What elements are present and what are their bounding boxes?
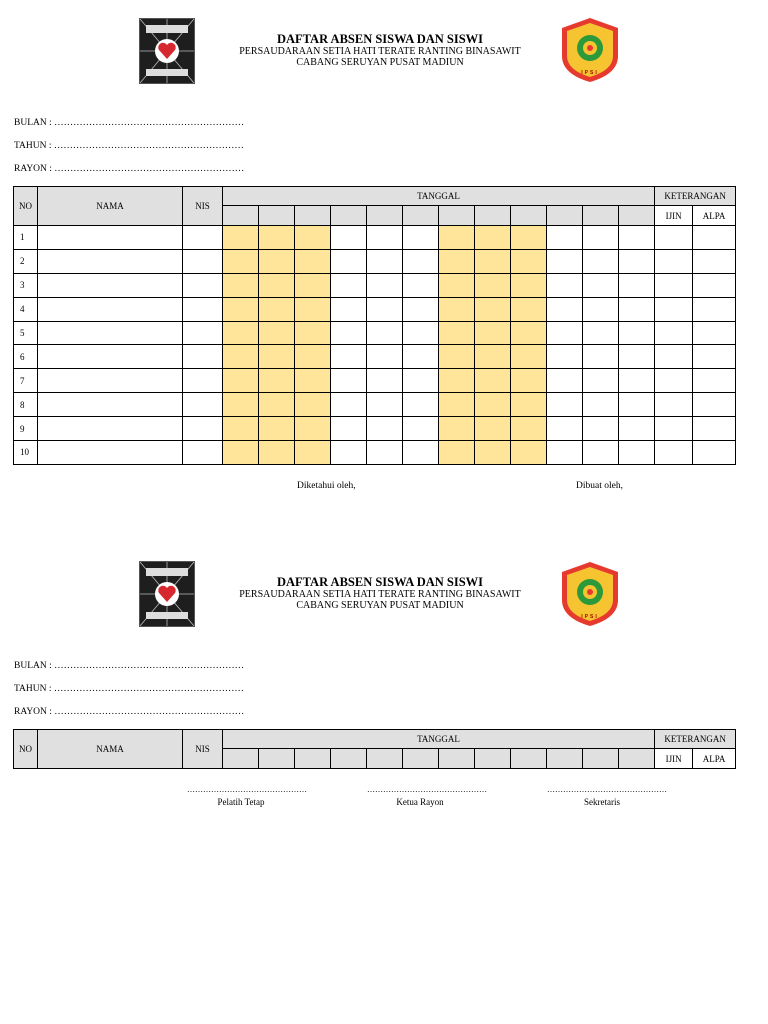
pelatih-label: Pelatih Tetap	[217, 797, 265, 807]
date-cell[interactable]	[511, 297, 547, 321]
date-cell[interactable]	[259, 417, 295, 441]
ipsi-logo-text: IPSI	[581, 70, 599, 76]
date-cell[interactable]	[439, 345, 475, 369]
ipsi-logo-text: IPSI	[581, 614, 599, 620]
date-cell[interactable]	[583, 321, 619, 345]
col-ijin-header: IJIN	[655, 749, 693, 769]
meta-fields	[14, 117, 244, 186]
date-cell[interactable]	[259, 226, 295, 250]
table-row	[14, 297, 736, 321]
ijin-cell[interactable]	[655, 417, 693, 441]
date-cell[interactable]	[475, 345, 511, 369]
date-cell[interactable]	[295, 441, 331, 465]
date-cell[interactable]	[547, 297, 583, 321]
date-cell[interactable]	[511, 417, 547, 441]
document-subtitle-2: CABANG SERUYAN PUSAT MADIUN	[296, 57, 464, 68]
row-number: 5	[14, 321, 38, 345]
date-cell[interactable]	[295, 273, 331, 297]
date-cell[interactable]	[583, 417, 619, 441]
date-cell[interactable]	[619, 273, 655, 297]
row-number: 7	[14, 369, 38, 393]
date-cell[interactable]	[583, 273, 619, 297]
date-cell[interactable]	[223, 249, 259, 273]
date-cell[interactable]	[367, 249, 403, 273]
date-cell[interactable]	[439, 321, 475, 345]
alpa-cell[interactable]	[693, 273, 736, 297]
date-cell[interactable]	[475, 417, 511, 441]
alpa-cell[interactable]	[693, 297, 736, 321]
diketahui-label: Diketahui oleh,	[297, 481, 356, 491]
alpa-cell[interactable]	[693, 369, 736, 393]
document-title: DAFTAR ABSEN SISWA DAN SISWI	[276, 575, 484, 589]
date-cell[interactable]	[259, 321, 295, 345]
date-cell[interactable]	[223, 417, 259, 441]
ijin-cell[interactable]	[655, 393, 693, 417]
date-cell[interactable]	[259, 441, 295, 465]
date-cell[interactable]	[547, 321, 583, 345]
date-cell[interactable]	[475, 441, 511, 465]
date-cell[interactable]	[475, 249, 511, 273]
date-cell[interactable]	[439, 417, 475, 441]
nama-cell[interactable]	[38, 393, 183, 417]
rayon-field[interactable]: RAYON : ……………………………………………………	[14, 164, 245, 174]
ketua-label: Ketua Rayon	[396, 797, 444, 807]
col-nama-header: NAMA	[38, 187, 183, 226]
date-cell[interactable]	[259, 345, 295, 369]
date-cell[interactable]	[583, 249, 619, 273]
date-cell[interactable]	[511, 369, 547, 393]
date-cell[interactable]	[295, 249, 331, 273]
date-cell[interactable]	[403, 417, 439, 441]
attendance-table	[13, 186, 736, 465]
alpa-cell[interactable]	[693, 249, 736, 273]
date-cell[interactable]	[223, 226, 259, 250]
row-number: 4	[14, 297, 38, 321]
date-cell[interactable]	[367, 297, 403, 321]
table-row	[14, 345, 736, 369]
date-cell[interactable]	[511, 249, 547, 273]
bulan-field[interactable]: BULAN : ……………………………………………………	[14, 118, 245, 128]
date-cell[interactable]	[475, 393, 511, 417]
date-cell[interactable]	[331, 249, 367, 273]
row-number: 10	[14, 441, 38, 465]
date-cell[interactable]	[619, 417, 655, 441]
date-cell[interactable]	[223, 345, 259, 369]
document-subtitle-1: PERSAUDARAAN SETIA HATI TERATE RANTING BINASAWIT	[239, 46, 521, 57]
bulan-field[interactable]: BULAN : ……………………………………………………	[14, 661, 245, 671]
date-cell[interactable]	[403, 369, 439, 393]
col-tanggal-header: TANGGAL	[223, 187, 655, 206]
row-number: 8	[14, 393, 38, 417]
date-cell[interactable]	[547, 393, 583, 417]
document-subtitle-2: CABANG SERUYAN PUSAT MADIUN	[296, 600, 464, 611]
date-cell[interactable]	[547, 226, 583, 250]
signature-line-sekretaris: ………………………………………	[547, 785, 667, 794]
nama-cell[interactable]	[38, 321, 183, 345]
date-cell[interactable]	[619, 249, 655, 273]
date-cell[interactable]	[439, 393, 475, 417]
document-title-block	[200, 575, 560, 611]
date-cell[interactable]	[619, 393, 655, 417]
date-cell[interactable]	[331, 345, 367, 369]
date-cell[interactable]	[403, 273, 439, 297]
ijin-cell[interactable]	[655, 297, 693, 321]
date-cell[interactable]	[475, 297, 511, 321]
tahun-field[interactable]: TAHUN : ……………………………………………………	[14, 141, 244, 151]
col-alpa-header: ALPA	[693, 206, 736, 226]
date-cell[interactable]	[223, 273, 259, 297]
ijin-cell[interactable]	[655, 441, 693, 465]
date-cell[interactable]	[511, 226, 547, 250]
date-cell[interactable]	[295, 417, 331, 441]
alpa-cell[interactable]	[693, 417, 736, 441]
date-cell[interactable]	[403, 321, 439, 345]
col-nis-header: NIS	[183, 187, 223, 226]
date-cell[interactable]	[367, 441, 403, 465]
tahun-field[interactable]: TAHUN : ……………………………………………………	[14, 684, 244, 694]
date-cell[interactable]	[583, 345, 619, 369]
date-cell[interactable]	[331, 226, 367, 250]
date-cell[interactable]	[367, 345, 403, 369]
attendance-rows	[14, 226, 736, 465]
ipsi-logo-icon	[556, 16, 624, 84]
rayon-field[interactable]: RAYON : ……………………………………………………	[14, 707, 245, 717]
meta-fields	[14, 660, 244, 729]
col-keterangan-header: KETERANGAN	[655, 730, 736, 749]
date-cell[interactable]	[259, 249, 295, 273]
dibuat-label: Dibuat oleh,	[576, 481, 623, 491]
date-cell[interactable]	[331, 273, 367, 297]
date-cell[interactable]	[619, 226, 655, 250]
signature-line-pelatih: ………………………………………	[187, 785, 307, 794]
date-cell[interactable]	[511, 441, 547, 465]
date-cell[interactable]	[331, 417, 367, 441]
table-row	[14, 321, 736, 345]
date-cell[interactable]	[511, 393, 547, 417]
ijin-cell[interactable]	[655, 321, 693, 345]
table-row	[14, 441, 736, 465]
date-cell[interactable]	[295, 345, 331, 369]
date-cell[interactable]	[583, 441, 619, 465]
date-cell[interactable]	[367, 273, 403, 297]
nama-cell[interactable]	[38, 226, 183, 250]
date-cell[interactable]	[367, 417, 403, 441]
alpa-cell[interactable]	[693, 321, 736, 345]
date-cell[interactable]	[583, 393, 619, 417]
document-title-block	[200, 32, 560, 68]
date-cell[interactable]	[583, 297, 619, 321]
col-no-header: NO	[14, 187, 38, 226]
date-cell[interactable]	[439, 297, 475, 321]
row-number: 6	[14, 345, 38, 369]
alpa-cell[interactable]	[693, 226, 736, 250]
date-cell[interactable]	[223, 369, 259, 393]
nama-cell[interactable]	[38, 369, 183, 393]
document-title: DAFTAR ABSEN SISWA DAN SISWI	[276, 32, 484, 46]
table-row	[14, 417, 736, 441]
col-tanggal-header: TANGGAL	[223, 730, 655, 749]
date-cell[interactable]	[475, 321, 511, 345]
table-row	[14, 226, 736, 250]
date-cell[interactable]	[295, 226, 331, 250]
date-cell[interactable]	[547, 417, 583, 441]
date-cell[interactable]	[439, 441, 475, 465]
date-cell[interactable]	[619, 321, 655, 345]
col-nis-header: NIS	[183, 730, 223, 769]
date-cell[interactable]	[583, 226, 619, 250]
date-cell[interactable]	[439, 273, 475, 297]
date-cell[interactable]	[331, 297, 367, 321]
date-cell[interactable]	[619, 369, 655, 393]
col-no-header: NO	[14, 730, 38, 769]
date-cell[interactable]	[403, 226, 439, 250]
date-cell[interactable]	[583, 369, 619, 393]
date-cell[interactable]	[547, 273, 583, 297]
date-cell[interactable]	[223, 393, 259, 417]
date-cell[interactable]	[295, 393, 331, 417]
nis-cell[interactable]	[183, 297, 223, 321]
date-cell[interactable]	[511, 273, 547, 297]
date-cell[interactable]	[511, 321, 547, 345]
table-row	[14, 273, 736, 297]
ijin-cell[interactable]	[655, 369, 693, 393]
row-number: 9	[14, 417, 38, 441]
alpa-cell[interactable]	[693, 393, 736, 417]
nis-cell[interactable]	[183, 345, 223, 369]
date-cell[interactable]	[403, 297, 439, 321]
nama-cell[interactable]	[38, 273, 183, 297]
date-cell[interactable]	[259, 369, 295, 393]
date-cell[interactable]	[475, 369, 511, 393]
nama-cell[interactable]	[38, 297, 183, 321]
date-cell[interactable]	[547, 441, 583, 465]
date-cell[interactable]	[259, 297, 295, 321]
date-cell[interactable]	[619, 345, 655, 369]
date-cell[interactable]	[547, 345, 583, 369]
col-keterangan-header: KETERANGAN	[655, 187, 736, 206]
date-cell[interactable]	[475, 226, 511, 250]
date-cell[interactable]	[403, 249, 439, 273]
date-cell[interactable]	[367, 226, 403, 250]
nis-cell[interactable]	[183, 417, 223, 441]
date-cell[interactable]	[223, 297, 259, 321]
date-cell[interactable]	[367, 321, 403, 345]
date-cell[interactable]	[331, 441, 367, 465]
date-cell[interactable]	[439, 249, 475, 273]
ijin-cell[interactable]	[655, 345, 693, 369]
date-cell[interactable]	[475, 273, 511, 297]
sekretaris-label: Sekretaris	[584, 797, 620, 807]
nis-cell[interactable]	[183, 441, 223, 465]
date-cell[interactable]	[295, 369, 331, 393]
date-cell[interactable]	[223, 321, 259, 345]
signature-line-ketua: ………………………………………	[367, 785, 487, 794]
alpa-cell[interactable]	[693, 441, 736, 465]
row-number: 1	[14, 226, 38, 250]
nis-cell[interactable]	[183, 273, 223, 297]
date-cell[interactable]	[259, 273, 295, 297]
nama-cell[interactable]	[38, 417, 183, 441]
shte-logo-icon	[139, 561, 195, 627]
date-cell[interactable]	[403, 345, 439, 369]
date-cell[interactable]	[295, 297, 331, 321]
table-row	[14, 369, 736, 393]
date-cell[interactable]	[331, 369, 367, 393]
table-row	[14, 249, 736, 273]
nama-cell[interactable]	[38, 441, 183, 465]
col-alpa-header: ALPA	[693, 749, 736, 769]
nis-cell[interactable]	[183, 393, 223, 417]
date-cell[interactable]	[367, 393, 403, 417]
nis-cell[interactable]	[183, 321, 223, 345]
date-cell[interactable]	[223, 441, 259, 465]
alpa-cell[interactable]	[693, 345, 736, 369]
nama-cell[interactable]	[38, 345, 183, 369]
attendance-table	[13, 729, 736, 769]
date-cell[interactable]	[403, 393, 439, 417]
table-row	[14, 393, 736, 417]
date-cell[interactable]	[439, 369, 475, 393]
date-cell[interactable]	[295, 321, 331, 345]
date-cell[interactable]	[403, 441, 439, 465]
date-cell[interactable]	[547, 249, 583, 273]
document-subtitle-1: PERSAUDARAAN SETIA HATI TERATE RANTING BINASAWIT	[239, 589, 521, 600]
ijin-cell[interactable]	[655, 249, 693, 273]
col-ijin-header: IJIN	[655, 206, 693, 226]
date-cell[interactable]	[439, 226, 475, 250]
ipsi-logo-icon	[556, 560, 624, 628]
date-cell[interactable]	[511, 345, 547, 369]
date-cell[interactable]	[331, 393, 367, 417]
shte-logo-icon	[139, 18, 195, 84]
row-number: 2	[14, 249, 38, 273]
col-nama-header: NAMA	[38, 730, 183, 769]
nis-cell[interactable]	[183, 369, 223, 393]
date-cell[interactable]	[367, 369, 403, 393]
row-number: 3	[14, 273, 38, 297]
nis-cell[interactable]	[183, 226, 223, 250]
nis-cell[interactable]	[183, 249, 223, 273]
date-cell[interactable]	[259, 393, 295, 417]
ijin-cell[interactable]	[655, 226, 693, 250]
nama-cell[interactable]	[38, 249, 183, 273]
date-cell[interactable]	[331, 321, 367, 345]
date-cell[interactable]	[619, 297, 655, 321]
date-cell[interactable]	[547, 369, 583, 393]
ijin-cell[interactable]	[655, 273, 693, 297]
date-cell[interactable]	[619, 441, 655, 465]
